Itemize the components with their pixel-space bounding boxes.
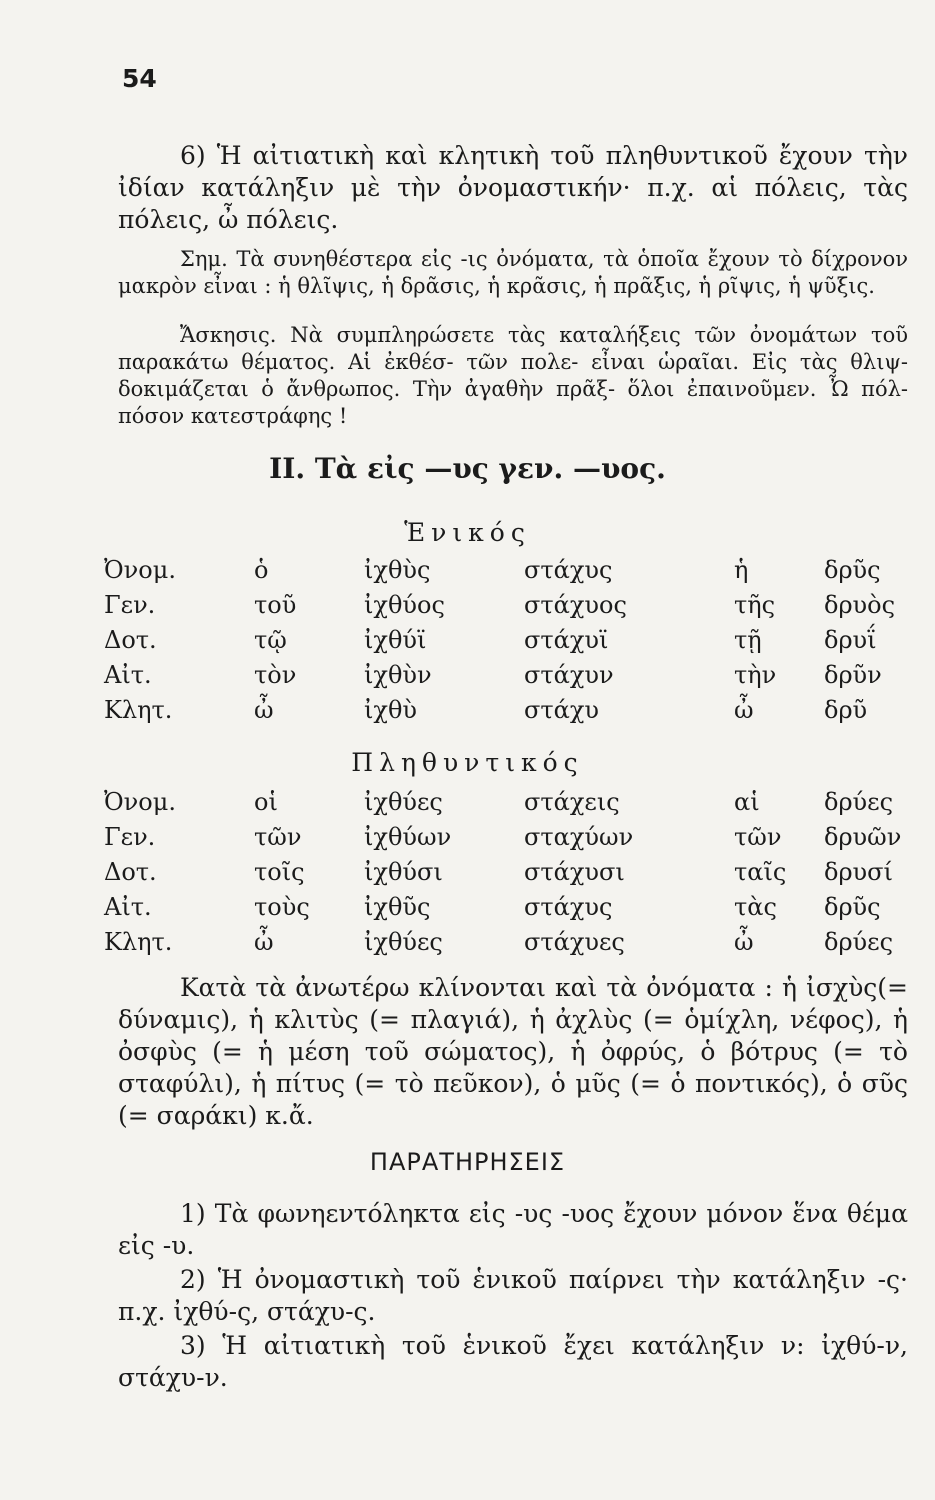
- case-label: Δοτ.: [104, 857, 157, 886]
- word-drys: δρυῶν: [824, 822, 902, 851]
- article-fem: τὴν: [734, 660, 777, 689]
- case-label: Ὀνομ.: [104, 555, 176, 584]
- article-masc: τοὺς: [254, 892, 310, 921]
- word-stachys: στάχυος: [524, 590, 627, 619]
- word-drys: δρυσί: [824, 857, 893, 886]
- plural-row: [104, 924, 924, 959]
- word-drys: δρύες: [824, 927, 894, 956]
- word-drys: δρῦ: [824, 695, 868, 724]
- word-stachys: στάχυν: [524, 660, 614, 689]
- singular-row: [104, 692, 924, 727]
- article-fem: ὦ: [734, 695, 754, 724]
- article-fem: τῆς: [734, 590, 776, 619]
- word-stachys: σταχύων: [524, 822, 634, 851]
- word-drys: δρῦς: [824, 555, 881, 584]
- word-stachys: στάχυς: [524, 892, 613, 921]
- case-label: Κλητ.: [104, 695, 173, 724]
- word-ichthys: ἰχθύες: [364, 787, 443, 816]
- article-masc: τοῦ: [254, 590, 297, 619]
- case-label: Αἰτ.: [104, 892, 152, 921]
- word-ichthys: ἰχθύων: [364, 822, 452, 851]
- word-stachys: στάχεις: [524, 787, 620, 816]
- case-label: Δοτ.: [104, 625, 157, 654]
- article-fem: ἡ: [734, 555, 749, 584]
- plural-row: [104, 854, 924, 889]
- word-drys: δρῦν: [824, 660, 882, 689]
- article-fem: τῇ: [734, 625, 762, 654]
- article-masc: οἱ: [254, 787, 278, 816]
- plural-heading: Πληθυντικός: [351, 748, 584, 777]
- article-masc: τῶν: [254, 822, 302, 851]
- rule-6-paragraph: 6) Ἡ αἰτιατικὴ καὶ κλητικὴ τοῦ πληθυντικοῦ ἔχουν τὴν ἰδίαν κατάληξιν μὲ τὴν ὀνομαστικήν· π.χ. αἱ πόλεις, τὰς πόλεις, ὦ πόλεις.: [118, 141, 908, 234]
- case-label: Γεν.: [104, 590, 156, 619]
- word-ichthys: ἰχθῦς: [364, 892, 431, 921]
- word-ichthys: ἰχθύος: [364, 590, 445, 619]
- remarks-title: ΠΑΡΑΤΗΡΗΣΕΙΣ: [369, 1148, 566, 1176]
- article-masc: τοῖς: [254, 857, 305, 886]
- word-drys: δρύες: [824, 787, 894, 816]
- remark-2: 2) Ἡ ὀνομαστικὴ τοῦ ἑνικοῦ παίρνει τὴν κατάληξιν -ς· π.χ. ἰχθύ-ς, στάχυ-ς.: [118, 1265, 908, 1326]
- remark-1: 1) Τὰ φωνηεντόληκτα εἰς -υς -υος ἔχουν μόνον ἕνα θέμα εἰς -υ.: [118, 1199, 908, 1260]
- word-stachys: στάχυς: [524, 555, 613, 584]
- word-ichthys: ἰχθὺ: [364, 695, 417, 724]
- article-masc: ὦ: [254, 927, 274, 956]
- also-declined-paragraph: Κατὰ τὰ ἀνωτέρω κλίνονται καὶ τὰ ὀνόματα : ἡ ἰσχὺς(= δύναμις), ἡ κλιτὺς (= πλαγιά), ἡ ἀχλὺς (= ὁμίχλη, νέφος), ἡ ὀσφὺς (= ἡ μέση τοῦ σώματος), ἡ ὀφρύς, ὁ βότρυς (= τὸ σταφύλι), ἡ πίτυς (= τὸ πεῦκον), ὁ μῦς (= ὁ ποντικός), ὁ σῦς (= σαράκι) κ.ἄ.: [118, 973, 908, 1130]
- section-heading: ΙΙ. Τὰ εἰς —υς γεν. —υος.: [269, 452, 666, 485]
- plural-row: [104, 819, 924, 854]
- article-masc: ὁ: [254, 555, 269, 584]
- plural-row: [104, 889, 924, 924]
- article-fem: αἱ: [734, 787, 760, 816]
- article-masc: τῷ: [254, 625, 287, 654]
- case-label: Ὀνομ.: [104, 787, 176, 816]
- word-ichthys: ἰχθύες: [364, 927, 443, 956]
- page-number: 54: [122, 64, 157, 93]
- case-label: Γεν.: [104, 822, 156, 851]
- plural-declension-table: [104, 784, 924, 959]
- word-ichthys: ἰχθὺς: [364, 555, 431, 584]
- plural-row: [104, 784, 924, 819]
- case-label: Αἰτ.: [104, 660, 152, 689]
- article-masc: ὦ: [254, 695, 274, 724]
- article-fem: ὦ: [734, 927, 754, 956]
- word-stachys: στάχυσι: [524, 857, 625, 886]
- word-ichthys: ἰχθύσι: [364, 857, 443, 886]
- singular-heading: Ἑνικός: [404, 518, 531, 547]
- word-stachys: στάχυ: [524, 695, 599, 724]
- singular-declension-table: [104, 552, 924, 727]
- singular-row: [104, 622, 924, 657]
- word-stachys: στάχυες: [524, 927, 625, 956]
- word-drys: δρυΐ: [824, 625, 877, 654]
- article-masc: τὸν: [254, 660, 297, 689]
- word-ichthys: ἰχθὺν: [364, 660, 432, 689]
- article-fem: τὰς: [734, 892, 777, 921]
- word-drys: δρῦς: [824, 892, 881, 921]
- word-ichthys: ἰχθύϊ: [364, 625, 427, 654]
- article-fem: ταῖς: [734, 857, 787, 886]
- note-paragraph: Σημ. Τὰ συνηθέστερα εἰς -ις ὀνόματα, τὰ ὁποῖα ἔχουν τὸ δίχρονον μακρὸν εἶναι : ἡ θλῖψις, ἡ δρᾶσις, ἡ κρᾶσις, ἡ πρᾶξις, ἡ ρῖψις, ἡ ψῦξις.: [118, 247, 908, 298]
- singular-row: [104, 587, 924, 622]
- singular-row: [104, 552, 924, 587]
- remark-3: 3) Ἡ αἰτιατικὴ τοῦ ἑνικοῦ ἔχει κατάληξιν ν: ἰχθύ-ν, στάχυ-ν.: [118, 1331, 908, 1392]
- singular-row: [104, 657, 924, 692]
- word-drys: δρυὸς: [824, 590, 896, 619]
- word-stachys: στάχυϊ: [524, 625, 609, 654]
- case-label: Κλητ.: [104, 927, 173, 956]
- article-fem: τῶν: [734, 822, 782, 851]
- exercise-paragraph: Ἄσκησις. Νὰ συμπληρώσετε τὰς καταλήξεις τῶν ὀνομάτων τοῦ παρακάτω θέματος. Αἱ ἐκθέσ- τῶν πολε- εἶναι ὡραῖαι. Εἰς τὰς θλιψ- δοκιμάζεται ὁ ἄνθρωπος. Τὴν ἀγαθὴν πρᾶξ- ὅλοι ἐπαινοῦμεν. Ὦ πόλ- πόσον κατεστράφης !: [118, 323, 908, 428]
